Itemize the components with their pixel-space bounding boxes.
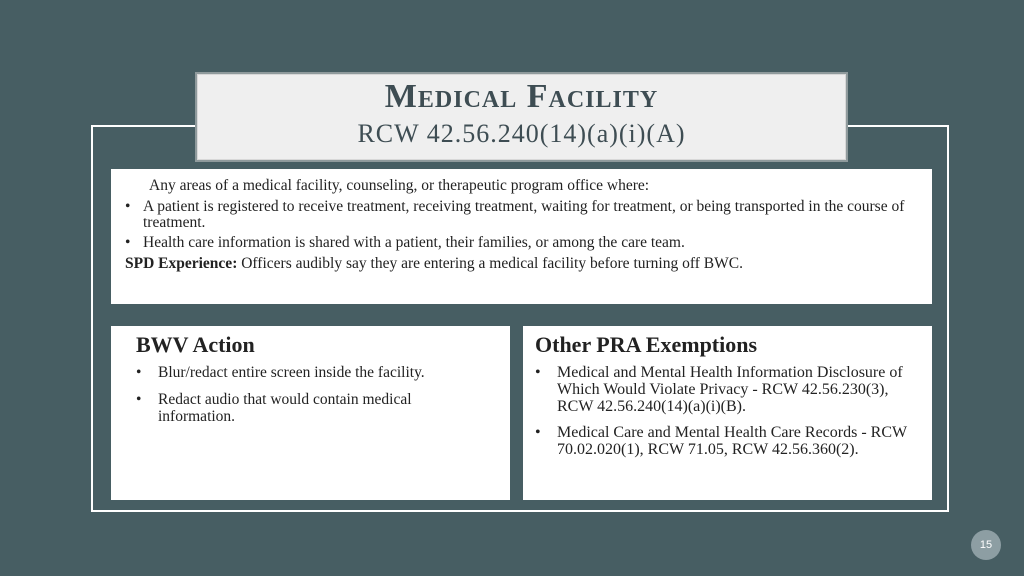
other-exemptions-panel (523, 326, 932, 500)
definition-panel (111, 169, 932, 304)
bullet-icon: • (535, 364, 541, 381)
bullet-icon: • (136, 364, 142, 381)
slide-subtitle: RCW 42.56.240(14)(a)(i)(A) (357, 119, 686, 148)
title-box (195, 72, 848, 162)
slide-title: Medical Facility (384, 78, 659, 115)
list-item-text: Medical and Mental Health Information Disclosure of Which Would Violate Privacy - RCW 42.56.230(3), RCW 42.56.240(14)(a)(i)(B). (557, 364, 903, 415)
list-item-text: A patient is registered to receive treatment, receiving treatment, waiting for treatment, or being transported in the course of treatment. (143, 198, 905, 231)
list-item (125, 199, 918, 231)
definition-intro: Any areas of a medical facility, counseling, or therapeutic program office where: (149, 177, 650, 194)
page-number: 15 (979, 539, 993, 551)
bwv-action-heading: BWV Action (136, 332, 255, 357)
list-item-text: Blur/redact entire screen inside the facility. (158, 364, 425, 381)
spd-label: SPD Experience: (125, 255, 238, 272)
page-number-badge (971, 530, 1001, 560)
other-exemptions-list (535, 364, 918, 458)
list-item (535, 364, 918, 415)
bullet-icon: • (125, 198, 131, 215)
list-item-text: Redact audio that would contain medical information. (158, 391, 412, 425)
other-exemptions-heading: Other PRA Exemptions (535, 332, 758, 357)
list-item (535, 424, 918, 458)
spd-experience (125, 255, 918, 273)
list-item-text: Health care information is shared with a patient, their families, or among the care team. (143, 234, 685, 251)
bullet-icon: • (125, 234, 131, 251)
definition-list (125, 199, 918, 251)
bwv-action-list (136, 364, 492, 425)
bwv-action-panel (111, 326, 510, 500)
list-item-text: Medical Care and Mental Health Care Records - RCW 70.02.020(1), RCW 71.05, RCW 42.56.360(2). (557, 424, 907, 458)
list-item (136, 364, 492, 381)
spd-text: Officers audibly say they are entering a medical facility before turning off BWC. (237, 255, 743, 272)
list-item (136, 391, 492, 425)
list-item (125, 235, 918, 251)
bullet-icon: • (535, 424, 541, 441)
bullet-icon: • (136, 391, 142, 408)
